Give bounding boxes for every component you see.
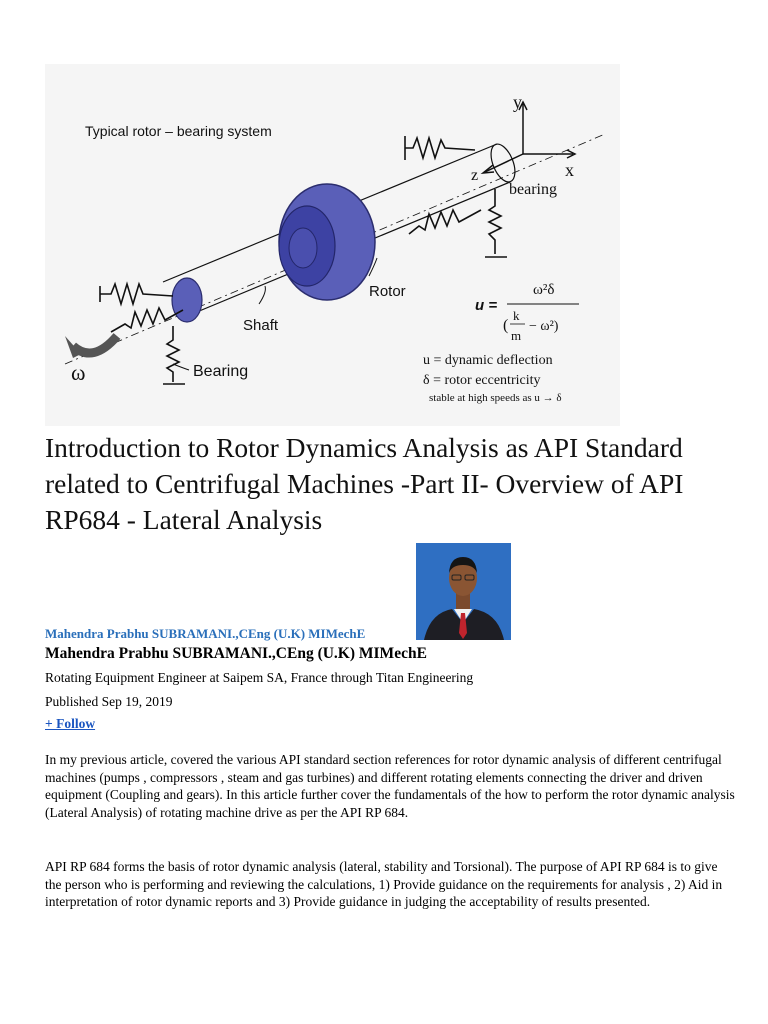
axis-z-label: z (471, 167, 479, 184)
shaft-label: Shaft (243, 317, 279, 334)
follow-button[interactable]: + Follow (45, 716, 96, 731)
deflection-equation (475, 282, 579, 343)
axis-y-label: y (513, 92, 522, 112)
author-avatar[interactable] (416, 543, 511, 640)
rotation-arrow (65, 336, 117, 358)
axis-x-label: x (565, 160, 574, 180)
equation-k: k (513, 308, 520, 323)
article-paragraph: In my previous article, covered the various API standard section references for rotor dynamic analysis of different centrifugal machines (pumps , compressors , steam and gas turbines) and different rotating elements connecting the driver and driven equipment (Coupling and gears). In this article further cover the fundamentals of the how to perform the rotor dynamic analysis (Lateral Analysis) of rotating machine drive as per the API RP 684. (45, 752, 735, 820)
right-bearing-springs (405, 136, 507, 257)
equation-paren-open: ( (503, 317, 509, 334)
published-date: Published Sep 19, 2019 (45, 694, 173, 709)
legend-line-2: δ = rotor eccentricity (423, 373, 541, 388)
equation-lhs: u = (475, 297, 498, 314)
equation-m: m (511, 328, 522, 343)
author-photo (416, 543, 511, 640)
figure-title: Typical rotor – bearing system (85, 123, 272, 139)
author-title: Rotating Equipment Engineer at Saipem SA, France through Titan Engineering (45, 670, 474, 685)
author-name: Mahendra Prabhu SUBRAMANI.,CEng (U.K) MIMechE (45, 645, 427, 662)
coordinate-axes (483, 102, 575, 173)
equation-tail: − ω²) (529, 319, 559, 334)
bearing-left-label: Bearing (193, 363, 249, 380)
rotor-disk (279, 184, 375, 300)
bearing-right-label: bearing (509, 181, 557, 198)
article-title: Introduction to Rotor Dynamics Analysis as API Standard related to Centrifugal Machines -Part II- Overview of API RP684 - Lateral Analysis (45, 432, 684, 535)
left-bearing-disk (172, 278, 202, 322)
stability-note: stable at high speeds as u → δ (429, 392, 562, 404)
omega-label: ω (71, 360, 86, 385)
author-link[interactable]: Mahendra Prabhu SUBRAMANI.,CEng (U.K) MIMechE (45, 626, 366, 641)
rotor-bearing-diagram (45, 64, 620, 426)
article-paragraph: API RP 684 forms the basis of rotor dynamic analysis (lateral, stability and Torsional). The purpose of API RP 684 is to give the person who is performing and reviewing the calculations, 1) Provide guidance on the requirements for analysis , 2) Aid in interpretation of rotor dynamic reports and 3) Provide guidance in judging the acceptability of results presented. (45, 859, 723, 909)
rotor-label: Rotor (369, 283, 406, 300)
rotor-bearing-figure (45, 64, 620, 426)
equation-numerator: ω²δ (533, 282, 555, 298)
legend-line-1: u = dynamic deflection (423, 353, 553, 368)
